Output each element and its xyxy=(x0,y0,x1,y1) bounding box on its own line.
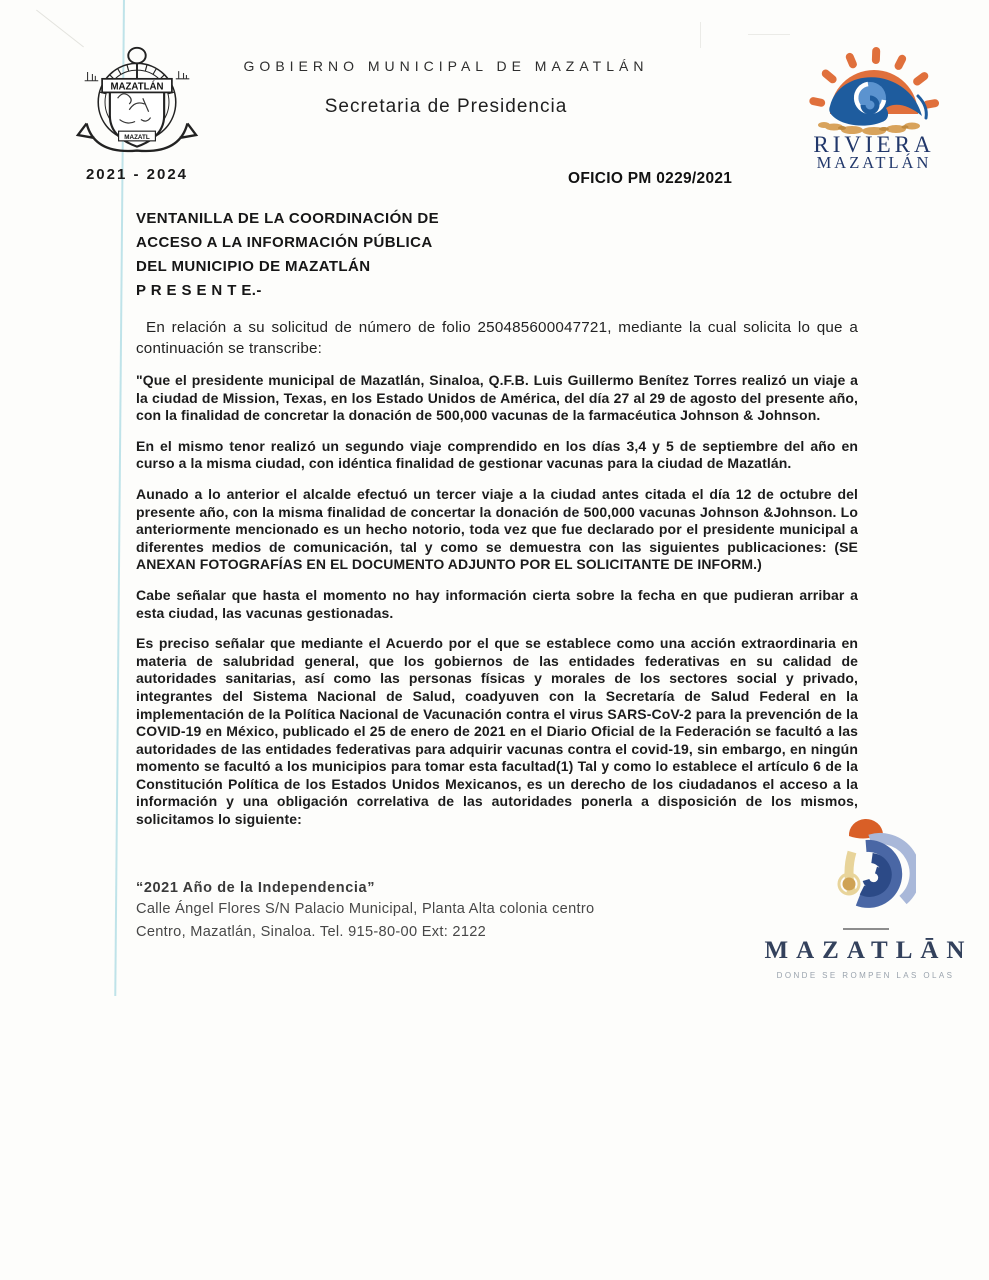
letter-body xyxy=(136,207,858,829)
intro-paragraph: En relación a su solicitud de número de folio 250485600047721, mediante la cual solicita lo que a continuación se transcribe: xyxy=(136,319,858,357)
brand-tagline: DONDE SE ROMPEN LAS OLAS xyxy=(776,971,955,980)
recipient-line: P R E S E N T E.- xyxy=(136,282,262,299)
footer-address-line2: Centro, Mazatlán, Sinaloa. Tel. 915-80-00 Ext: 2122 xyxy=(136,924,487,940)
body-paragraph: Es preciso señalar que mediante el Acuerdo por el que se establece como una acción extraordinaria en materia de salubridad general, que los gobiernos de las entidades federativas en su calidad de autoridades sanitarias, así como las personas físicas y morales de los sectores social y privado, integrantes del Sistema Nacional de Salud, coadyuven con la Secretaría de Salud Federal en la implementación de la Política Nacional de Vacunación contra el virus SARS-CoV-2 para la prevención de la COVID-19 en México, publicado el 25 de enero de 2021 en el Diario Oficial de la Federación se facultó a las autoridades de las entidades federativas para adquirir vacunas contra el covid-19, sin embargo, en ningún momento se facultó a los municipios para tomar esta facultad(1) Tal y como lo establece el artículo 6 de la Constitución Política de los Estados Unidos Mexicanos, es un derecho de los ciudadanos el acceso a la información y una obligación correlativa de las autoridades ponerla a disposición de los mismos, solicitamos lo siguiente: xyxy=(136,635,858,828)
mazatlan-shell-logo xyxy=(816,806,916,924)
crest-base-text: MAZATL xyxy=(124,133,150,141)
mazatlan-brand-block xyxy=(748,806,983,980)
footer-slogan: “2021 Año de la Independencia” xyxy=(136,880,376,896)
body-paragraph: "Que el presidente municipal de Mazatlán, Sinaloa, Q.F.B. Luis Guillermo Benítez Torres realizó un viaje a la ciudad de Mission, Texas, en los Estado Unidos de América, del día 27 al 29 de agosto del presente año, con la finalidad de concretar la donación de 500,000 vacunas de la farmacéutica Johnson & Johnson. xyxy=(136,372,858,424)
body-paragraph: Aunado a lo anterior el alcalde efectuó un tercer viaje a la ciudad antes citada el día 12 de octubre del presente año, con la misma finalidad de concertar la donación de 500,000 vacunas Johnson &Johnson. Lo anteriormente mencionado es un hecho notorio, toda vez que fue declarado por el presidente municipal a diferentes medios de comunicación, tal y como se demuestra con las siguientes publicaciones: (SE ANEXAN FOTOGRAFÍAS EN EL DOCUMENTO ADJUNTO POR EL SOLICITANTE DE INFORM.) xyxy=(136,485,858,573)
crest-banner-text: MAZATLÁN xyxy=(110,81,164,93)
footer-block xyxy=(136,880,716,942)
riviera-mazatlan-logo xyxy=(772,36,980,170)
municipal-crest-icon xyxy=(58,42,216,168)
body-paragraph: Cabe señalar que hasta el momento no hay información cierta sobre la fecha en que pudieran arribar a esta ciudad, las vacunas gestionadas. xyxy=(136,586,858,621)
footer-address-line1: Calle Ángel Flores S/N Palacio Municipal, Planta Alta colonia centro xyxy=(136,901,595,917)
brand-wordmark: MAZATLĀN xyxy=(764,937,973,964)
org-title: GOBIERNO MUNICIPAL DE MAZATLÁN xyxy=(243,58,649,74)
scan-scratch xyxy=(700,22,701,48)
body-paragraph: En el mismo tenor realizó un segundo viaje comprendido en los días 3,4 y 5 de septiembre del año en curso a la misma ciudad, con idéntica finalidad de gestionar vacunas para la ciudad de Mazatlán. xyxy=(136,437,858,472)
riviera-wordmark-line1: RIVIERA xyxy=(813,132,935,157)
scan-scratch xyxy=(748,34,790,35)
department-title: Secretaria de Presidencia xyxy=(324,96,568,117)
recipient-line: VENTANILLA DE LA COORDINACIÓN DE xyxy=(136,210,440,227)
riviera-wordmark-line2: MAZATLÁN xyxy=(816,153,932,170)
recipient-line: ACCESO A LA INFORMACIÓN PÚBLICA xyxy=(136,234,433,251)
recipient-block xyxy=(136,207,858,303)
crest-term-label: 2021 - 2024 xyxy=(85,166,189,183)
brand-divider xyxy=(843,928,889,930)
recipient-line: DEL MUNICIPIO DE MAZATLÁN xyxy=(136,258,371,275)
oficio-number: OFICIO PM 0229/2021 xyxy=(568,170,733,187)
